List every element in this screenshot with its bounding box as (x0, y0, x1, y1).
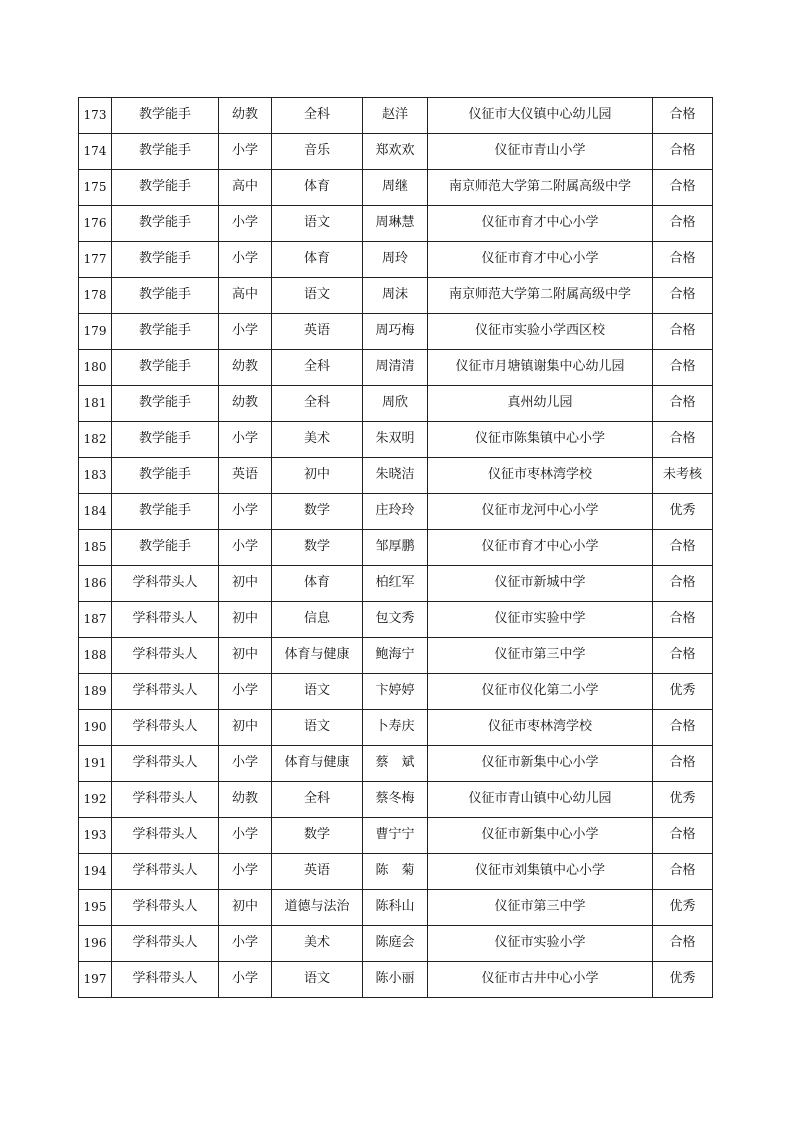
row-number-cell: 189 (79, 674, 112, 710)
row-number-cell: 190 (79, 710, 112, 746)
school-name-cell: 仪征市刘集镇中心小学 (428, 854, 653, 890)
subject-cell: 信息 (272, 602, 363, 638)
school-level-cell: 高中 (219, 170, 272, 206)
assessment-result-cell: 合格 (653, 638, 713, 674)
row-number-cell: 186 (79, 566, 112, 602)
title-category-cell: 学科带头人 (112, 566, 219, 602)
school-level-cell: 小学 (219, 314, 272, 350)
assessment-result-cell: 合格 (653, 386, 713, 422)
teacher-name-cell: 周继 (363, 170, 428, 206)
subject-cell: 全科 (272, 350, 363, 386)
row-number-cell: 184 (79, 494, 112, 530)
table-row (79, 134, 713, 170)
school-level-cell: 幼教 (219, 782, 272, 818)
teacher-name-cell: 邹厚鹏 (363, 530, 428, 566)
teacher-name-cell: 陈科山 (363, 890, 428, 926)
row-number-cell: 195 (79, 890, 112, 926)
school-level-cell: 初中 (219, 638, 272, 674)
subject-cell: 语文 (272, 962, 363, 998)
assessment-result-cell: 合格 (653, 602, 713, 638)
assessment-result-cell: 合格 (653, 278, 713, 314)
title-category-cell: 教学能手 (112, 314, 219, 350)
school-name-cell: 仪征市枣林湾学校 (428, 710, 653, 746)
row-number-cell: 185 (79, 530, 112, 566)
roster-body (79, 98, 713, 998)
assessment-result-cell: 优秀 (653, 962, 713, 998)
subject-cell: 全科 (272, 782, 363, 818)
assessment-result-cell: 未考核 (653, 458, 713, 494)
assessment-result-cell: 合格 (653, 134, 713, 170)
title-category-cell: 学科带头人 (112, 962, 219, 998)
school-name-cell: 仪征市龙河中心小学 (428, 494, 653, 530)
row-number-cell: 187 (79, 602, 112, 638)
school-name-cell: 仪征市新集中心小学 (428, 746, 653, 782)
assessment-result-cell: 合格 (653, 242, 713, 278)
assessment-result-cell: 合格 (653, 926, 713, 962)
title-category-cell: 教学能手 (112, 278, 219, 314)
title-category-cell: 教学能手 (112, 530, 219, 566)
school-level-cell: 小学 (219, 926, 272, 962)
teacher-name-cell: 陈 菊 (363, 854, 428, 890)
assessment-result-cell: 合格 (653, 314, 713, 350)
title-category-cell: 教学能手 (112, 206, 219, 242)
row-number-cell: 188 (79, 638, 112, 674)
table-row (79, 710, 713, 746)
subject-cell: 全科 (272, 98, 363, 134)
assessment-result-cell: 合格 (653, 566, 713, 602)
subject-cell: 语文 (272, 278, 363, 314)
teacher-name-cell: 蔡 斌 (363, 746, 428, 782)
school-level-cell: 小学 (219, 746, 272, 782)
title-category-cell: 教学能手 (112, 494, 219, 530)
assessment-result-cell: 优秀 (653, 494, 713, 530)
school-level-cell: 幼教 (219, 386, 272, 422)
title-category-cell: 教学能手 (112, 386, 219, 422)
table-row (79, 386, 713, 422)
assessment-result-cell: 合格 (653, 818, 713, 854)
title-category-cell: 学科带头人 (112, 746, 219, 782)
title-category-cell: 教学能手 (112, 350, 219, 386)
school-name-cell: 仪征市第三中学 (428, 890, 653, 926)
row-number-cell: 175 (79, 170, 112, 206)
row-number-cell: 196 (79, 926, 112, 962)
school-level-cell: 小学 (219, 134, 272, 170)
title-category-cell: 学科带头人 (112, 890, 219, 926)
teacher-name-cell: 赵洋 (363, 98, 428, 134)
assessment-result-cell: 合格 (653, 710, 713, 746)
school-name-cell: 仪征市新集中心小学 (428, 818, 653, 854)
teacher-name-cell: 鲍海宁 (363, 638, 428, 674)
teacher-name-cell: 陈小丽 (363, 962, 428, 998)
teacher-name-cell: 包文秀 (363, 602, 428, 638)
table-row (79, 242, 713, 278)
title-category-cell: 学科带头人 (112, 638, 219, 674)
school-level-cell: 初中 (219, 566, 272, 602)
school-name-cell: 仪征市月塘镇谢集中心幼儿园 (428, 350, 653, 386)
title-category-cell: 学科带头人 (112, 602, 219, 638)
teacher-name-cell: 周玲 (363, 242, 428, 278)
school-name-cell: 仪征市新城中学 (428, 566, 653, 602)
row-number-cell: 194 (79, 854, 112, 890)
row-number-cell: 182 (79, 422, 112, 458)
school-level-cell: 小学 (219, 962, 272, 998)
row-number-cell: 176 (79, 206, 112, 242)
row-number-cell: 191 (79, 746, 112, 782)
teacher-name-cell: 朱晓洁 (363, 458, 428, 494)
school-level-cell: 小学 (219, 674, 272, 710)
table-row (79, 422, 713, 458)
school-name-cell: 仪征市育才中心小学 (428, 206, 653, 242)
assessment-result-cell: 合格 (653, 854, 713, 890)
teacher-name-cell: 陈庭会 (363, 926, 428, 962)
assessment-result-cell: 优秀 (653, 890, 713, 926)
row-number-cell: 197 (79, 962, 112, 998)
school-name-cell: 南京师范大学第二附属高级中学 (428, 278, 653, 314)
table-row (79, 494, 713, 530)
row-number-cell: 174 (79, 134, 112, 170)
teacher-name-cell: 周沫 (363, 278, 428, 314)
table-row (79, 602, 713, 638)
teacher-name-cell: 柏红军 (363, 566, 428, 602)
table-row (79, 782, 713, 818)
title-category-cell: 学科带头人 (112, 854, 219, 890)
title-category-cell: 学科带头人 (112, 818, 219, 854)
school-name-cell: 仪征市青山镇中心幼儿园 (428, 782, 653, 818)
assessment-result-cell: 优秀 (653, 674, 713, 710)
row-number-cell: 178 (79, 278, 112, 314)
subject-cell: 英语 (272, 314, 363, 350)
assessment-result-cell: 合格 (653, 206, 713, 242)
school-level-cell: 幼教 (219, 350, 272, 386)
teacher-name-cell: 周欣 (363, 386, 428, 422)
school-name-cell: 仪征市古井中心小学 (428, 962, 653, 998)
school-name-cell: 仪征市枣林湾学校 (428, 458, 653, 494)
school-level-cell: 小学 (219, 242, 272, 278)
table-row (79, 638, 713, 674)
school-name-cell: 南京师范大学第二附属高级中学 (428, 170, 653, 206)
school-level-cell: 高中 (219, 278, 272, 314)
assessment-result-cell: 合格 (653, 350, 713, 386)
title-category-cell: 学科带头人 (112, 782, 219, 818)
table-row (79, 566, 713, 602)
subject-cell: 音乐 (272, 134, 363, 170)
table-row (79, 818, 713, 854)
subject-cell: 语文 (272, 710, 363, 746)
school-name-cell: 真州幼儿园 (428, 386, 653, 422)
subject-cell: 体育与健康 (272, 638, 363, 674)
row-number-cell: 183 (79, 458, 112, 494)
school-level-cell: 小学 (219, 530, 272, 566)
table-row (79, 926, 713, 962)
school-level-cell: 英语 (219, 458, 272, 494)
subject-cell: 数学 (272, 818, 363, 854)
school-name-cell: 仪征市育才中心小学 (428, 242, 653, 278)
subject-cell: 体育 (272, 566, 363, 602)
row-number-cell: 173 (79, 98, 112, 134)
title-category-cell: 教学能手 (112, 170, 219, 206)
subject-cell: 美术 (272, 926, 363, 962)
row-number-cell: 192 (79, 782, 112, 818)
teacher-name-cell: 卜寿庆 (363, 710, 428, 746)
teacher-name-cell: 周琳慧 (363, 206, 428, 242)
school-name-cell: 仪征市青山小学 (428, 134, 653, 170)
school-name-cell: 仪征市实验小学西区校 (428, 314, 653, 350)
subject-cell: 初中 (272, 458, 363, 494)
roster-table (78, 97, 713, 998)
table-row (79, 314, 713, 350)
table-row (79, 746, 713, 782)
subject-cell: 英语 (272, 854, 363, 890)
table-row (79, 674, 713, 710)
row-number-cell: 181 (79, 386, 112, 422)
title-category-cell: 学科带头人 (112, 674, 219, 710)
title-category-cell: 教学能手 (112, 422, 219, 458)
subject-cell: 体育 (272, 242, 363, 278)
assessment-result-cell: 合格 (653, 530, 713, 566)
assessment-result-cell: 合格 (653, 98, 713, 134)
school-level-cell: 小学 (219, 854, 272, 890)
school-name-cell: 仪征市第三中学 (428, 638, 653, 674)
school-level-cell: 初中 (219, 602, 272, 638)
teacher-name-cell: 卞婷婷 (363, 674, 428, 710)
school-level-cell: 幼教 (219, 98, 272, 134)
teacher-name-cell: 庄玲玲 (363, 494, 428, 530)
title-category-cell: 学科带头人 (112, 710, 219, 746)
table-row (79, 350, 713, 386)
subject-cell: 全科 (272, 386, 363, 422)
school-level-cell: 小学 (219, 818, 272, 854)
subject-cell: 数学 (272, 530, 363, 566)
table-row (79, 890, 713, 926)
school-name-cell: 仪征市实验小学 (428, 926, 653, 962)
table-row (79, 278, 713, 314)
row-number-cell: 193 (79, 818, 112, 854)
school-name-cell: 仪征市育才中心小学 (428, 530, 653, 566)
subject-cell: 体育与健康 (272, 746, 363, 782)
school-level-cell: 小学 (219, 494, 272, 530)
subject-cell: 语文 (272, 206, 363, 242)
table-row (79, 98, 713, 134)
teacher-name-cell: 朱双明 (363, 422, 428, 458)
table-row (79, 170, 713, 206)
assessment-result-cell: 合格 (653, 422, 713, 458)
row-number-cell: 180 (79, 350, 112, 386)
title-category-cell: 教学能手 (112, 98, 219, 134)
school-name-cell: 仪征市实验中学 (428, 602, 653, 638)
school-level-cell: 初中 (219, 710, 272, 746)
table-row (79, 962, 713, 998)
school-name-cell: 仪征市陈集镇中心小学 (428, 422, 653, 458)
school-level-cell: 初中 (219, 890, 272, 926)
teacher-name-cell: 周巧梅 (363, 314, 428, 350)
title-category-cell: 教学能手 (112, 458, 219, 494)
teacher-name-cell: 曹宁宁 (363, 818, 428, 854)
title-category-cell: 教学能手 (112, 134, 219, 170)
school-level-cell: 小学 (219, 422, 272, 458)
assessment-result-cell: 优秀 (653, 782, 713, 818)
table-row (79, 530, 713, 566)
title-category-cell: 教学能手 (112, 242, 219, 278)
title-category-cell: 学科带头人 (112, 926, 219, 962)
assessment-result-cell: 合格 (653, 746, 713, 782)
school-name-cell: 仪征市大仪镇中心幼儿园 (428, 98, 653, 134)
row-number-cell: 177 (79, 242, 112, 278)
subject-cell: 语文 (272, 674, 363, 710)
table-row (79, 854, 713, 890)
row-number-cell: 179 (79, 314, 112, 350)
subject-cell: 数学 (272, 494, 363, 530)
table-row (79, 458, 713, 494)
table-row (79, 206, 713, 242)
teacher-name-cell: 郑欢欢 (363, 134, 428, 170)
subject-cell: 美术 (272, 422, 363, 458)
subject-cell: 道德与法治 (272, 890, 363, 926)
teacher-name-cell: 蔡冬梅 (363, 782, 428, 818)
school-level-cell: 小学 (219, 206, 272, 242)
assessment-result-cell: 合格 (653, 170, 713, 206)
teacher-name-cell: 周清清 (363, 350, 428, 386)
school-name-cell: 仪征市仪化第二小学 (428, 674, 653, 710)
subject-cell: 体育 (272, 170, 363, 206)
